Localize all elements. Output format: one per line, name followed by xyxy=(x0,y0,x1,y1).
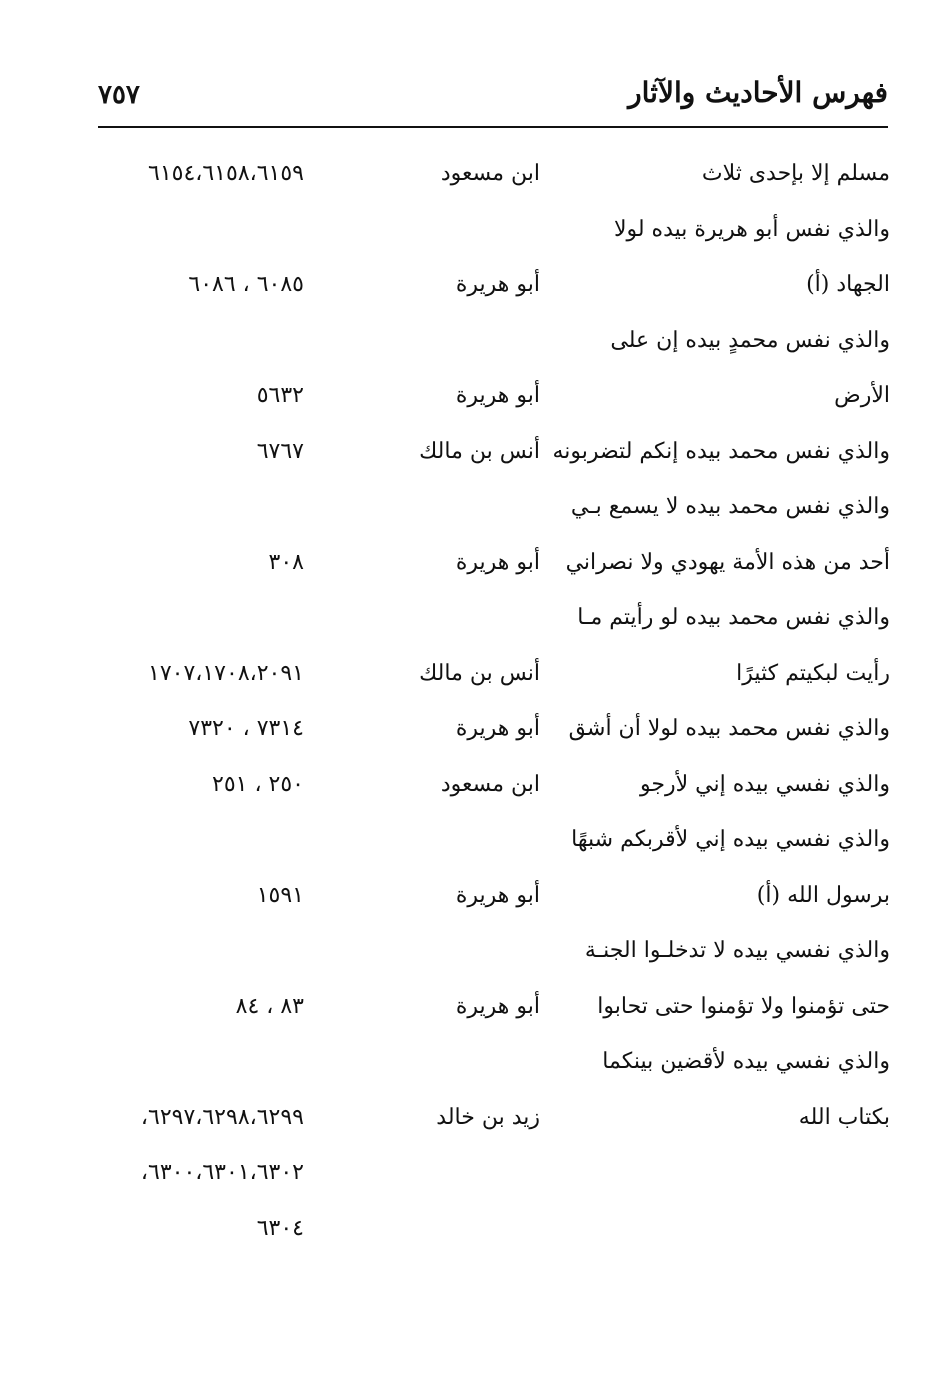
index-row xyxy=(0,705,932,761)
index-row xyxy=(0,372,932,428)
narrator: أبو هريرة xyxy=(455,882,540,908)
index-row xyxy=(0,150,932,206)
page-header xyxy=(98,70,888,126)
hadith-numbers: ٣٠٨ xyxy=(268,549,304,575)
index-row xyxy=(0,206,932,262)
hadith-numbers: ٦٣٠٠،٦٣٠١،٦٣٠٢، xyxy=(140,1160,304,1185)
narrator: أبو هريرة xyxy=(455,272,540,297)
index-row xyxy=(0,927,932,983)
hadith-numbers: ٦١٥٤،٦١٥٨،٦١٥٩ xyxy=(148,161,304,186)
page-title: فهرس الأحاديث والآثار xyxy=(628,76,888,109)
hadith-text: والذي نفس محمد بيده لولا أن أشق xyxy=(568,716,890,741)
hadith-text: بكتاب الله xyxy=(798,1104,890,1130)
index-row xyxy=(0,539,932,595)
hadith-numbers: ١٧٠٧،١٧٠٨،٢٠٩١ xyxy=(148,660,304,686)
index-row xyxy=(0,816,932,872)
hadith-text: برسول الله (أ) xyxy=(756,882,890,908)
hadith-numbers: ٦٢٩٧،٦٢٩٨،٦٢٩٩، xyxy=(140,1104,304,1130)
index-row xyxy=(0,761,932,817)
hadith-text: والذي نفسي بيده إني لأقربكم شبهًا xyxy=(571,827,890,852)
index-row xyxy=(0,650,932,706)
hadith-numbers: ٦٧٦٧ xyxy=(256,438,304,464)
hadith-numbers: ٢٥٠ ، ٢٥١ xyxy=(212,771,304,797)
index-row xyxy=(0,983,932,1039)
hadith-text: الجهاد (أ) xyxy=(806,272,890,297)
narrator: أبو هريرة xyxy=(455,383,540,408)
narrator: أبو هريرة xyxy=(455,549,540,575)
hadith-index-list xyxy=(0,150,932,1260)
index-row xyxy=(0,317,932,373)
hadith-text: والذي نفس محمد بيده لا يسمع بـي xyxy=(570,494,890,519)
hadith-text: والذي نفسي بيده لا تدخلـوا الجنـة xyxy=(584,938,890,963)
index-row xyxy=(0,1149,932,1205)
hadith-text: مسلم إلا بإحدى ثلاث xyxy=(701,161,890,186)
header-divider xyxy=(98,126,888,128)
hadith-numbers: ٨٣ ، ٨٤ xyxy=(235,993,304,1019)
index-row xyxy=(0,872,932,928)
hadith-numbers: ٥٦٣٢ xyxy=(256,383,304,408)
hadith-text: والذي نفس محمد بيده لو رأيتم مـا xyxy=(577,605,890,630)
narrator: ابن مسعود xyxy=(440,771,540,797)
narrator: زيد بن خالد xyxy=(436,1104,540,1130)
narrator: أنس بن مالك xyxy=(419,660,540,686)
hadith-numbers: ٦٠٨٥ ، ٦٠٨٦ xyxy=(188,272,304,297)
hadith-text: والذي نفس محمدٍ بيده إن على xyxy=(610,327,890,353)
index-row xyxy=(0,483,932,539)
page-number: ٧٥٧ xyxy=(98,80,140,110)
narrator: أنس بن مالك xyxy=(419,438,540,464)
index-row xyxy=(0,594,932,650)
narrator: ابن مسعود xyxy=(440,161,540,186)
hadith-text: رأيت لبكيتم كثيرًا xyxy=(736,660,890,686)
hadith-text: الأرض xyxy=(834,383,890,408)
hadith-numbers: ٦٣٠٤ xyxy=(256,1215,304,1241)
hadith-text: والذي نفس أبو هريرة بيده لولا xyxy=(613,216,890,242)
index-row xyxy=(0,428,932,484)
hadith-text: حتى تؤمنوا ولا تؤمنوا حتى تحابوا xyxy=(597,993,890,1019)
hadith-text: والذي نفس محمد بيده إنكم لتضربونه xyxy=(552,438,890,464)
hadith-text: أحد من هذه الأمة يهودي ولا نصراني xyxy=(565,549,890,575)
index-row xyxy=(0,1094,932,1150)
narrator: أبو هريرة xyxy=(455,993,540,1019)
index-row xyxy=(0,261,932,317)
index-row xyxy=(0,1205,932,1261)
narrator: أبو هريرة xyxy=(455,716,540,741)
hadith-text: والذي نفسي بيده لأقضين بينكما xyxy=(602,1049,890,1074)
hadith-text: والذي نفسي بيده إني لأرجو xyxy=(640,771,890,797)
index-row xyxy=(0,1038,932,1094)
hadith-numbers: ١٥٩١ xyxy=(256,882,304,908)
hadith-numbers: ٧٣١٤ ، ٧٣٢٠ xyxy=(188,716,304,741)
